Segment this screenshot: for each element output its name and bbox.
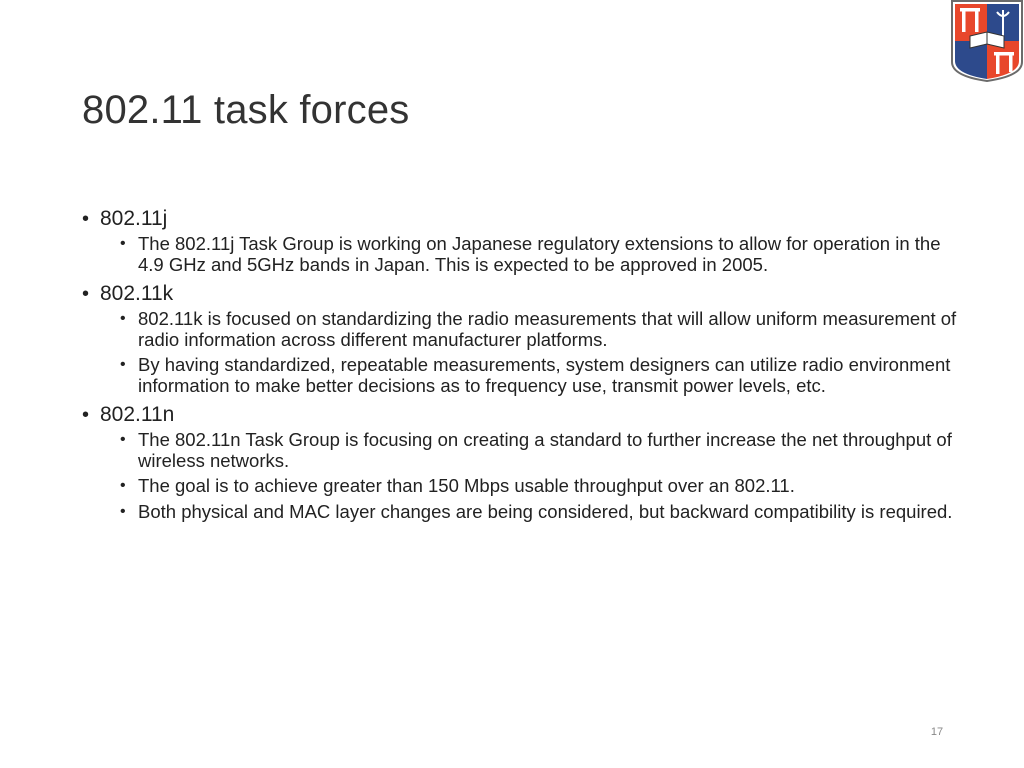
section-heading: 802.11k <box>100 282 174 305</box>
bullet-icon: • <box>120 477 126 494</box>
section-heading: 802.11n <box>100 403 175 426</box>
list-item-text: By having standardized, repeatable measurements, system designers can utilize radio environment information to make better decisions as to frequency use, transmit power levels, etc. <box>138 354 951 396</box>
slide-content <box>82 206 962 522</box>
bullet-list <box>82 206 962 522</box>
section-heading: 802.11j <box>100 207 168 230</box>
list-item-text: The 802.11n Task Group is focusing on creating a standard to further increase the net throughput of wireless networks. <box>138 429 952 471</box>
bullet-icon: • <box>120 431 126 448</box>
slide-title: 802.11 task forces <box>82 88 410 132</box>
list-item-text: The 802.11j Task Group is working on Japanese regulatory extensions to allow for operation in the 4.9 GHz and 5GHz bands in Japan. This is expected to be approved in 2005. <box>138 233 941 275</box>
list-item-text: 802.11k is focused on standardizing the radio measurements that will allow uniform measurement of radio information across different manufacturer platforms. <box>138 308 957 350</box>
bullet-icon: • <box>120 235 126 252</box>
bullet-icon: • <box>120 502 126 520</box>
list-item <box>120 355 962 396</box>
bullet-icon: • <box>120 356 126 373</box>
bullet-icon: • <box>82 404 90 426</box>
list-item <box>120 502 962 523</box>
bullet-icon: • <box>120 310 126 327</box>
list-item <box>120 309 962 350</box>
list-item-text: Both physical and MAC layer changes are being considered, but backward compatibility is required. <box>138 500 953 522</box>
bullet-icon: • <box>82 208 90 230</box>
list-item-text: The goal is to achieve greater than 150 Mbps usable throughput over an 802.11. <box>138 475 795 496</box>
list-item <box>120 430 962 471</box>
list-item <box>120 476 962 497</box>
university-crest-icon <box>950 0 1024 82</box>
section-802-11j <box>82 206 962 275</box>
page-number: 17 <box>930 726 944 738</box>
bullet-icon: • <box>82 283 90 305</box>
section-802-11n <box>82 402 962 522</box>
list-item <box>120 234 962 275</box>
section-802-11k <box>82 281 962 396</box>
